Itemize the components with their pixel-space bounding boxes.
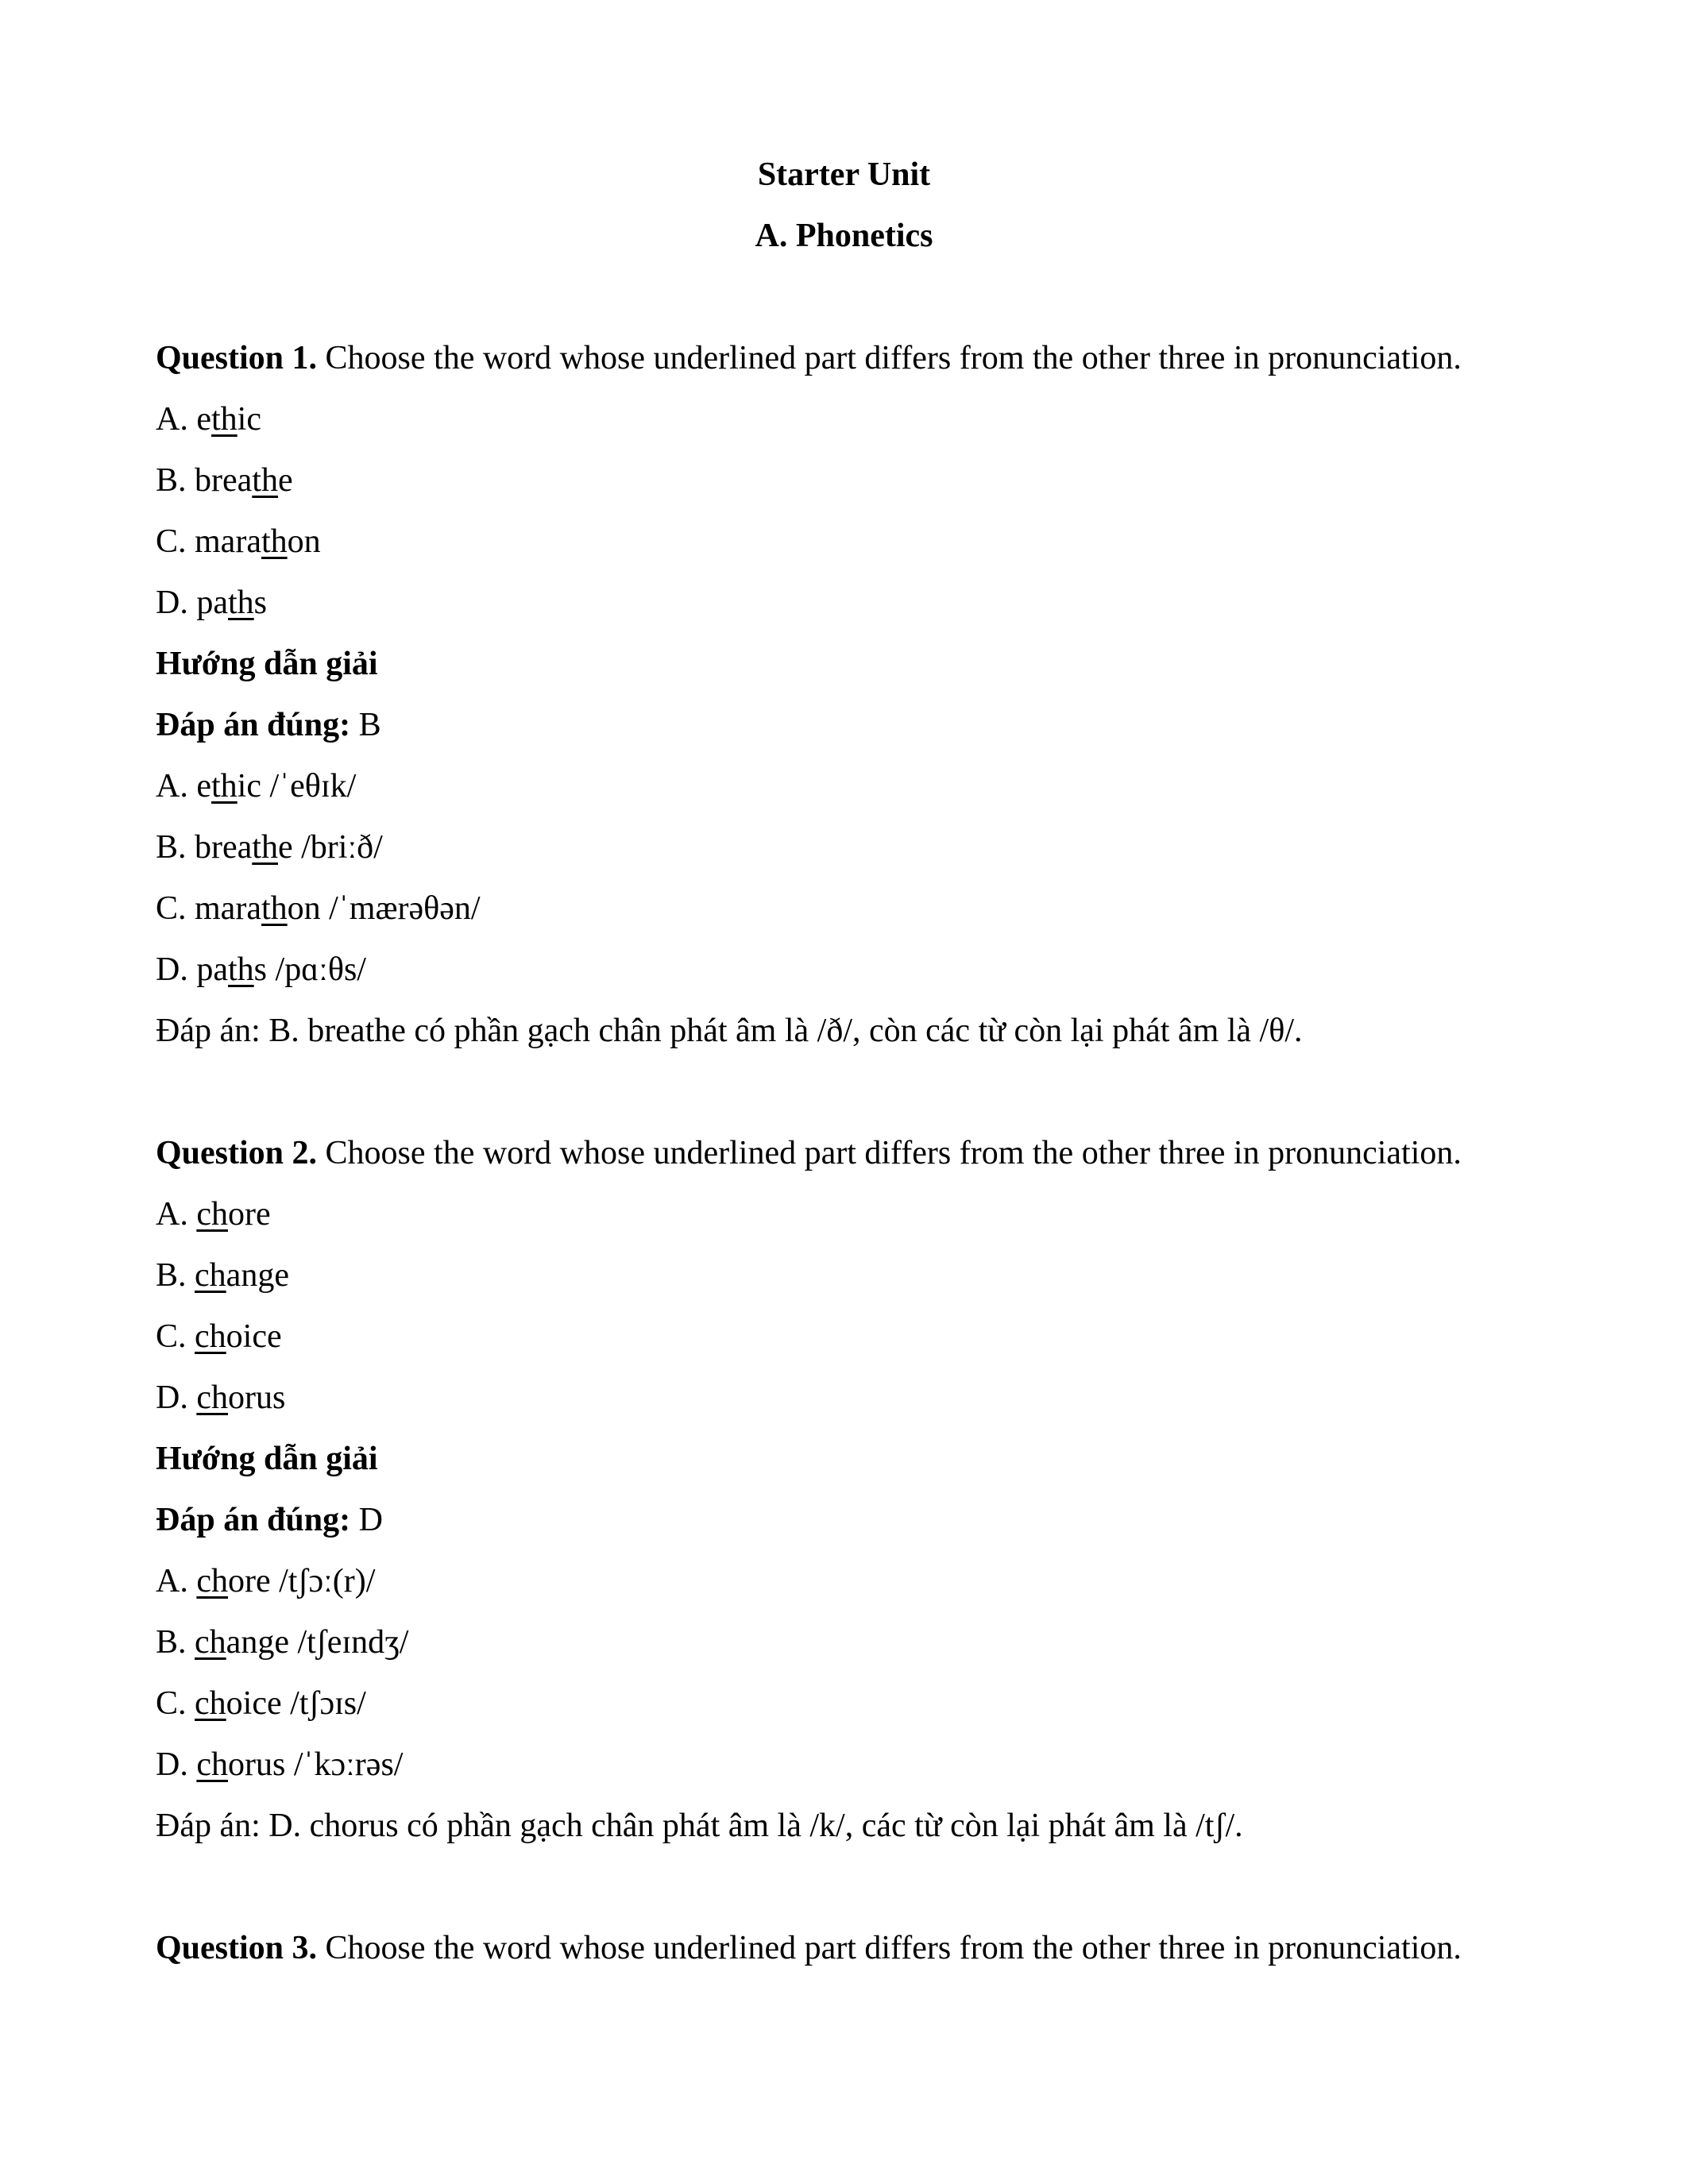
guide-heading — [156, 634, 1586, 695]
ipa: /ˈmærəθən/ — [320, 890, 481, 927]
spacer — [156, 1857, 1586, 1918]
explanation: Đáp án: B. breathe có phần gạch chân phát âm là /ð/, còn các từ còn lại phát âm là /θ/. — [156, 1013, 1303, 1049]
underlined-part: th — [252, 829, 278, 866]
word-part: ange — [226, 1257, 289, 1294]
word-part: pa — [196, 951, 228, 988]
option — [156, 1245, 1586, 1306]
underlined-part: th — [228, 585, 254, 621]
underlined-part: ch — [196, 1196, 228, 1233]
word-part: ic — [237, 401, 261, 438]
underlined-part: ch — [195, 1318, 226, 1355]
underlined-part: ch — [195, 1624, 226, 1661]
option-letter: D. — [156, 1379, 197, 1416]
answer-label: Đáp án đúng: — [156, 1502, 351, 1538]
correct-answer — [156, 1490, 1586, 1551]
word-part: oice — [226, 1685, 282, 1722]
question-text: Choose the word whose underlined part differs from the other three in pronunciation. — [317, 340, 1462, 376]
questions — [156, 328, 1586, 1979]
word-part: e — [196, 768, 211, 805]
option-letter: B. — [156, 462, 195, 499]
ipa: /tʃɔɪs/ — [281, 1685, 366, 1722]
word-part: on — [287, 890, 321, 927]
word-part: ore — [228, 1196, 271, 1233]
underlined-part: ch — [196, 1563, 228, 1599]
ipa: /tʃɔː(r)/ — [270, 1563, 376, 1599]
option-letter: B. — [156, 1624, 195, 1661]
underlined-part: th — [261, 523, 288, 560]
option-letter: D. — [156, 1746, 197, 1783]
option-letter: A. — [156, 401, 197, 438]
word-part: e — [277, 829, 293, 866]
question-text: Choose the word whose underlined part differs from the other three in pronunciation. — [317, 1930, 1462, 1966]
option — [156, 1306, 1586, 1368]
option-letter: D. — [156, 585, 197, 621]
option-letter: D. — [156, 951, 197, 988]
word-part: e — [277, 462, 293, 499]
underlined-part: ch — [196, 1746, 228, 1783]
question-2-prompt — [156, 1123, 1586, 1184]
section-heading: A. Phonetics — [755, 218, 933, 254]
underlined-part: th — [228, 951, 254, 988]
option-transcription — [156, 817, 1586, 878]
underlined-part: th — [211, 768, 238, 805]
question-label: Question 2. — [156, 1135, 318, 1171]
guide-text: Hướng dẫn giải — [156, 646, 378, 682]
question-1-prompt — [156, 328, 1586, 389]
option-letter: C. — [156, 890, 195, 927]
unit-title: Starter Unit — [757, 156, 931, 193]
guide-heading — [156, 1429, 1586, 1490]
word-part: ange — [226, 1624, 289, 1661]
underlined-part: ch — [196, 1379, 228, 1416]
underlined-part: ch — [195, 1257, 226, 1294]
word-part: ic — [237, 768, 261, 805]
word-part: orus — [228, 1379, 286, 1416]
ipa: /ˈkɔːrəs/ — [285, 1746, 404, 1783]
option-letter: B. — [156, 1257, 195, 1294]
option-transcription — [156, 878, 1586, 940]
ipa: /briːð/ — [292, 829, 383, 866]
option-letter: C. — [156, 523, 195, 560]
question-text: Choose the word whose underlined part differs from the other three in pronunciation. — [317, 1135, 1462, 1171]
option — [156, 389, 1586, 450]
word-part: mara — [195, 523, 261, 560]
word-part: on — [287, 523, 321, 560]
option-transcription — [156, 1612, 1586, 1673]
underlined-part: ch — [195, 1685, 226, 1722]
ipa: /tʃeɪndʒ/ — [288, 1624, 409, 1661]
word-part: s — [253, 585, 268, 621]
option-letter: C. — [156, 1685, 195, 1722]
answer-value: B — [350, 707, 381, 743]
option — [156, 1368, 1586, 1429]
underlined-part: th — [211, 401, 238, 438]
question-label: Question 3. — [156, 1930, 318, 1966]
word-part: e — [196, 401, 211, 438]
correct-answer — [156, 695, 1586, 756]
word-part: ore — [228, 1563, 271, 1599]
word-part: oice — [226, 1318, 282, 1355]
word-part: pa — [196, 585, 228, 621]
option — [156, 450, 1586, 511]
word-part: s — [253, 951, 268, 988]
option-transcription — [156, 756, 1586, 817]
word-part: orus — [228, 1746, 286, 1783]
word-part: brea — [195, 462, 253, 499]
option-letter: C. — [156, 1318, 195, 1355]
option-transcription — [156, 1551, 1586, 1612]
option-transcription — [156, 940, 1586, 1001]
word-part: mara — [195, 890, 261, 927]
ipa: /ˈeθɪk/ — [261, 768, 357, 805]
underlined-part: th — [261, 890, 288, 927]
answer-value: D — [350, 1502, 383, 1538]
option-transcription — [156, 1673, 1586, 1734]
option — [156, 1184, 1586, 1245]
spacer — [156, 267, 1586, 328]
answer-label: Đáp án đúng: — [156, 707, 351, 743]
option-letter: A. — [156, 768, 197, 805]
option-letter: A. — [156, 1196, 197, 1233]
question-3-prompt — [156, 1918, 1586, 1979]
question-label: Question 1. — [156, 340, 318, 376]
option-letter: B. — [156, 829, 195, 866]
underlined-part: th — [252, 462, 278, 499]
guide-text: Hướng dẫn giải — [156, 1441, 378, 1477]
option — [156, 573, 1586, 634]
option-transcription — [156, 1734, 1586, 1796]
option-letter: A. — [156, 1563, 197, 1599]
ipa: /pɑːθs/ — [267, 951, 366, 988]
explanation: Đáp án: D. chorus có phần gạch chân phát âm là /k/, các từ còn lại phát âm là /tʃ/. — [156, 1808, 1243, 1844]
spacer — [156, 1062, 1586, 1123]
word-part: brea — [195, 829, 253, 866]
option — [156, 511, 1586, 573]
